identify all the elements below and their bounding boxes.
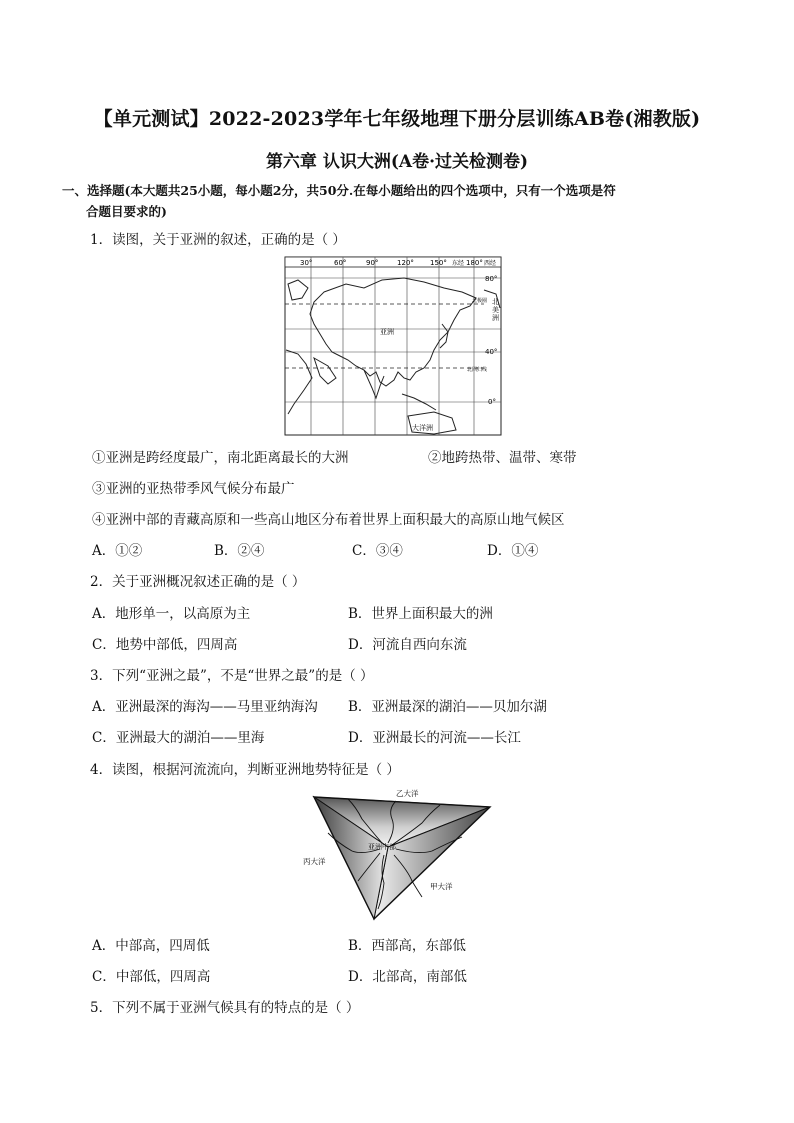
section-heading-line1: 一、选择题(本大题共25小题，每小题2分，共50分.在每小题给出的四个选项中，只有一个选项是符 — [62, 183, 616, 198]
q2-option-a[interactable]: A．地形单一，以高原为主 — [92, 606, 251, 622]
q2-option-b[interactable]: B．世界上面积最大的洲 — [348, 606, 493, 622]
asia-center-label: 亚洲中部 — [368, 843, 396, 851]
lon-label-120: 120° — [397, 259, 414, 267]
q3-option-a[interactable]: A．亚洲最深的海沟——马里亚纳海沟 — [92, 699, 318, 715]
north-america-label-1: 北 — [492, 298, 499, 306]
asia-map — [284, 254, 502, 436]
lon-label-30: 30° — [300, 259, 313, 267]
q1-option-b[interactable]: B．②④ — [214, 543, 265, 559]
ocean-b-label: 乙大洋 — [396, 789, 419, 798]
q3-option-b[interactable]: B．亚洲最深的湖泊——贝加尔湖 — [348, 699, 547, 715]
ocean-a-label: 甲大洋 — [430, 882, 453, 891]
terrain-triangle-diagram — [300, 785, 494, 921]
lon-label-150: 150° — [430, 259, 447, 267]
lon-label-60: 60° — [334, 259, 347, 267]
q1-option-c[interactable]: C．③④ — [352, 543, 403, 559]
lon-label-east: 东经 — [452, 260, 465, 267]
oceania-label: 大洋洲 — [412, 424, 433, 432]
lat-label-80: 80° — [485, 275, 498, 283]
chapter-subtitle: 第六章 认识大洲(A卷·过关检测卷) — [265, 152, 529, 172]
q4-option-a[interactable]: A．中部高，四周低 — [92, 938, 210, 954]
north-america-label-2: 美 — [492, 306, 499, 314]
question-4-stem: 4．读图，根据河流流向，判断亚洲地势特征是（ ） — [90, 762, 400, 778]
lat-label-40: 40° — [485, 348, 498, 356]
tropic-label: 北回归线 — [467, 367, 488, 373]
q3-option-d[interactable]: D．亚洲最长的河流——长江 — [348, 730, 521, 746]
document-title: 【单元测试】2022-2023学年七年级地理下册分层训练AB卷(湘教版) — [93, 108, 701, 130]
q2-option-d[interactable]: D．河流自西向东流 — [348, 637, 467, 653]
q3-option-c[interactable]: C．亚洲最大的湖泊——里海 — [92, 730, 265, 746]
asia-label: 亚洲 — [380, 328, 394, 336]
q2-option-c[interactable]: C．地势中部低，四周高 — [92, 637, 238, 653]
lon-label-west: 西经 — [484, 260, 497, 267]
north-america-label-3: 洲 — [492, 314, 499, 322]
q1-option-d[interactable]: D．①④ — [487, 543, 539, 559]
question-3-stem: 3．下列“亚洲之最”，不是“世界之最”的是（ ） — [90, 668, 374, 684]
arctic-circle-label: 北极圈 — [472, 298, 488, 304]
q4-option-d[interactable]: D．北部高，南部低 — [348, 969, 467, 985]
section-heading-line2: 合题目要求的) — [86, 204, 167, 219]
lat-label-0: 0° — [488, 398, 496, 406]
q1-option-a[interactable]: A．①② — [92, 543, 143, 559]
lon-label-90: 90° — [366, 259, 379, 267]
question-2-stem: 2．关于亚洲概况叙述正确的是（ ） — [90, 574, 306, 590]
q1-statement-2: ②地跨热带、温带、寒带 — [428, 450, 577, 466]
lon-label-180: 180° — [466, 259, 483, 267]
q4-option-b[interactable]: B．西部高，东部低 — [348, 938, 466, 954]
q1-statement-1: ①亚洲是跨经度最广，南北距离最长的大洲 — [92, 450, 349, 466]
question-5-stem: 5．下列不属于亚洲气候具有的特点的是（ ） — [90, 1000, 360, 1016]
q4-option-c[interactable]: C．中部低，四周高 — [92, 969, 211, 985]
question-1-stem: 1．读图，关于亚洲的叙述，正确的是（ ） — [90, 232, 346, 248]
section-heading — [62, 180, 742, 222]
q1-statement-3: ③亚洲的亚热带季风气候分布最广 — [92, 481, 295, 497]
ocean-c-label: 丙大洋 — [303, 857, 326, 866]
q1-statement-4: ④亚洲中部的青藏高原和一些高山地区分布着世界上面积最大的高原山地气候区 — [92, 512, 565, 528]
